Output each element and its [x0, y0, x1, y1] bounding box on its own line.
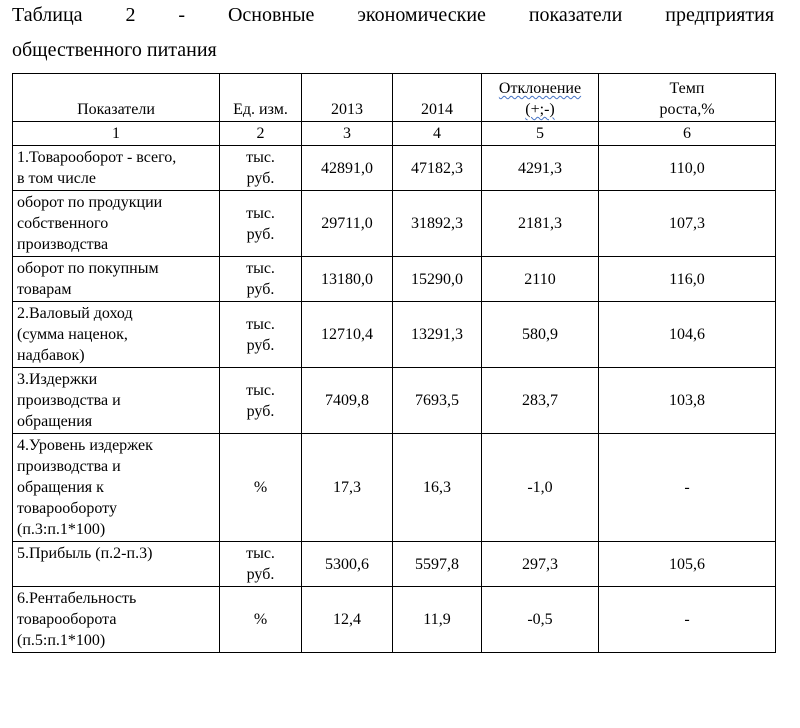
column-number: 3	[302, 122, 393, 146]
header-indicator: Показатели	[13, 74, 220, 122]
deviation-value: -1,0	[482, 434, 599, 542]
indicator-name	[13, 434, 220, 542]
indicators-table	[12, 73, 776, 653]
deviation-value: 580,9	[482, 302, 599, 368]
indicator-name	[13, 257, 220, 302]
column-number: 6	[599, 122, 776, 146]
indicator-name-line: товарам	[17, 281, 72, 298]
indicator-name-line: надбавок)	[17, 347, 85, 364]
deviation-value: -0,5	[482, 587, 599, 653]
indicator-name-line: 2.Валовый доход	[17, 305, 133, 322]
header-deviation	[482, 74, 599, 122]
indicator-name-line: оборот по покупным	[17, 260, 159, 277]
value-2013: 17,3	[302, 434, 393, 542]
value-2013: 42891,0	[302, 146, 393, 191]
table-caption	[12, 3, 774, 27]
header-unit: Ед. изм.	[220, 74, 302, 122]
indicator-name-line: (п.5:п.1*100)	[17, 632, 106, 649]
value-2014: 31892,3	[393, 191, 482, 257]
table-row	[13, 368, 776, 434]
value-2013: 5300,6	[302, 542, 393, 587]
unit-cell	[220, 587, 302, 653]
growth-rate: -	[599, 434, 776, 542]
unit-cell	[220, 368, 302, 434]
indicator-name	[13, 146, 220, 191]
deviation-value: 297,3	[482, 542, 599, 587]
growth-rate: -	[599, 587, 776, 653]
deviation-value: 2181,3	[482, 191, 599, 257]
table-row	[13, 191, 776, 257]
value-2014: 15290,0	[393, 257, 482, 302]
table-row	[13, 434, 776, 542]
value-2014: 7693,5	[393, 368, 482, 434]
indicator-name	[13, 587, 220, 653]
indicator-name-line: производства	[17, 236, 109, 253]
column-number-row	[13, 122, 776, 146]
table-row	[13, 257, 776, 302]
unit-line: руб.	[246, 281, 275, 298]
indicator-name-line: (п.3:п.1*100)	[17, 521, 106, 538]
header-2014: 2014	[393, 74, 482, 122]
growth-rate: 107,3	[599, 191, 776, 257]
indicator-name-line: 5.Прибыль (п.2-п.3)	[17, 545, 153, 562]
header-growth	[599, 74, 776, 122]
caption-word: -	[178, 4, 186, 26]
unit-cell	[220, 146, 302, 191]
table-row	[13, 302, 776, 368]
header-growth-line1: Темп	[669, 80, 705, 97]
unit-line: руб.	[246, 170, 275, 187]
indicator-name-line: оборот по продукции	[17, 194, 163, 211]
growth-rate: 103,8	[599, 368, 776, 434]
value-2014: 5597,8	[393, 542, 482, 587]
column-number: 1	[13, 122, 220, 146]
caption-word: Основные	[227, 4, 315, 26]
deviation-value: 283,7	[482, 368, 599, 434]
indicator-name-line: собственного	[17, 215, 109, 232]
indicator-name	[13, 368, 220, 434]
table-row	[13, 542, 776, 587]
growth-rate: 110,0	[599, 146, 776, 191]
value-2013: 13180,0	[302, 257, 393, 302]
unit-cell	[220, 434, 302, 542]
caption-word: предприятия	[665, 4, 775, 26]
value-2014: 11,9	[393, 587, 482, 653]
value-2013: 29711,0	[302, 191, 393, 257]
unit-line: тыс.	[246, 315, 275, 333]
value-2013: 12710,4	[302, 302, 393, 368]
indicator-name-line: (сумма наценок,	[17, 326, 128, 343]
unit-cell	[220, 542, 302, 587]
value-2014: 13291,3	[393, 302, 482, 368]
caption-word: 2	[125, 4, 136, 26]
value-2014: 16,3	[393, 434, 482, 542]
header-deviation-line1: Отклонение	[498, 80, 582, 97]
value-2013: 7409,8	[302, 368, 393, 434]
unit-line: тыс.	[246, 545, 275, 562]
indicator-name-line: 3.Издержки	[17, 371, 98, 388]
indicator-name-line: 4.Уровень издержек	[17, 437, 153, 454]
header-row	[13, 74, 776, 122]
unit-line: %	[253, 479, 268, 496]
unit-line: руб.	[246, 402, 275, 420]
value-2013: 12,4	[302, 587, 393, 653]
indicator-name-line: в том числе	[17, 170, 96, 187]
header-growth-line2: роста,%	[659, 101, 715, 118]
caption-word: Таблица	[12, 4, 83, 26]
column-number: 4	[393, 122, 482, 146]
table-caption-line2: общественного питания	[12, 39, 217, 61]
caption-word: показатели	[528, 4, 623, 26]
indicator-name	[13, 302, 220, 368]
unit-line: тыс.	[246, 149, 275, 166]
indicator-name-line: производства и	[17, 458, 121, 475]
indicator-name-line: обращения	[17, 413, 93, 430]
table-row	[13, 587, 776, 653]
table-body	[13, 146, 776, 653]
header-2013: 2013	[302, 74, 393, 122]
indicator-name	[13, 542, 220, 587]
unit-line: тыс.	[246, 204, 275, 222]
deviation-value: 4291,3	[482, 146, 599, 191]
value-2014: 47182,3	[393, 146, 482, 191]
indicator-name-line: товарооборота	[17, 611, 117, 628]
growth-rate: 105,6	[599, 542, 776, 587]
unit-line: тыс.	[246, 260, 275, 277]
column-number: 5	[482, 122, 599, 146]
unit-cell	[220, 302, 302, 368]
table-row	[13, 146, 776, 191]
unit-line: руб.	[246, 225, 275, 243]
indicator-name	[13, 191, 220, 257]
indicator-name-line: 6.Рентабельность	[17, 590, 137, 607]
unit-line: %	[253, 611, 268, 628]
indicator-name-line: обращения к	[17, 479, 104, 496]
header-deviation-line2: (+;-)	[525, 101, 555, 118]
column-number: 2	[220, 122, 302, 146]
unit-line: тыс.	[246, 381, 275, 399]
unit-line: руб.	[246, 336, 275, 354]
deviation-value: 2110	[482, 257, 599, 302]
growth-rate: 116,0	[599, 257, 776, 302]
indicator-name-line: 1.Товарооборот - всего,	[17, 149, 177, 166]
growth-rate: 104,6	[599, 302, 776, 368]
indicator-name-line: производства и	[17, 392, 121, 409]
unit-cell	[220, 257, 302, 302]
caption-word: экономические	[357, 4, 486, 26]
indicator-name-line: товарообороту	[17, 500, 117, 517]
unit-line: руб.	[246, 566, 275, 583]
unit-cell	[220, 191, 302, 257]
